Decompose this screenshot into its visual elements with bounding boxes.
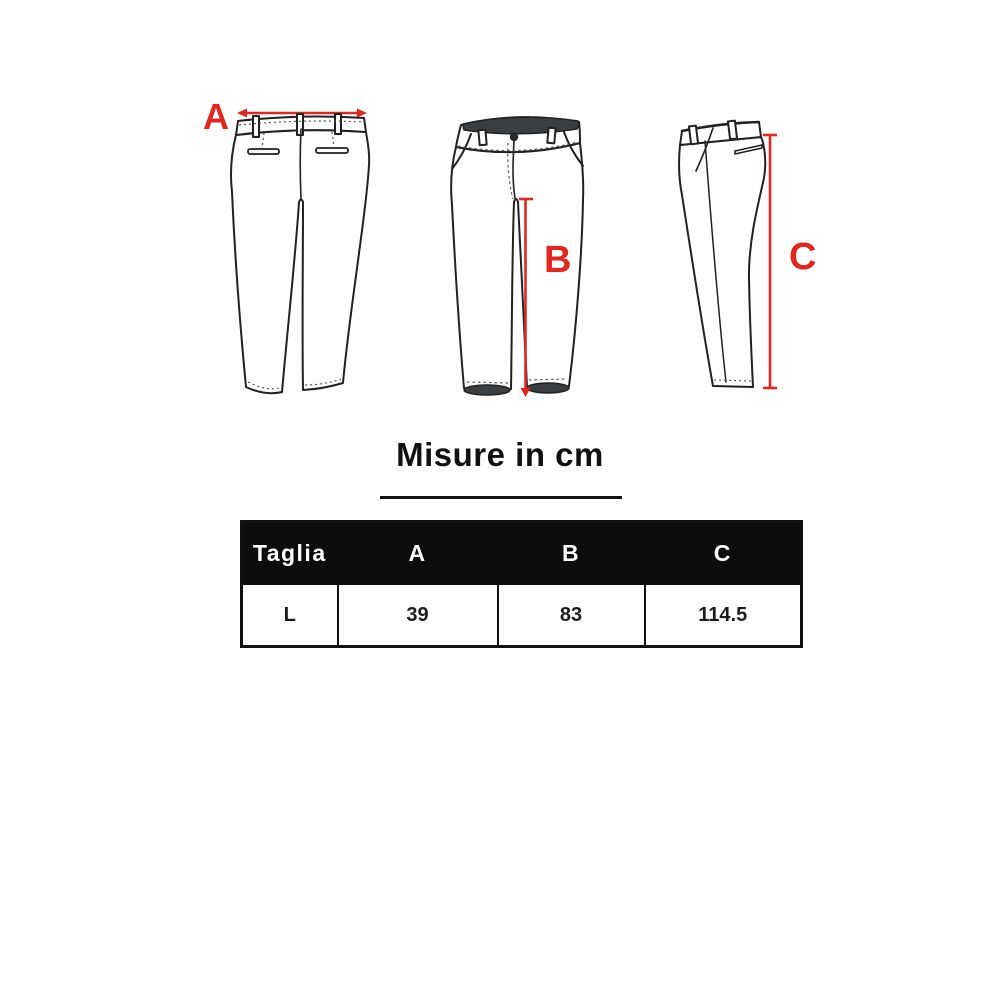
hem-shadow-left	[464, 385, 510, 395]
size-table-header-row	[242, 522, 802, 585]
hem-shadow-right	[527, 383, 569, 393]
waist-button	[510, 133, 517, 140]
size-table	[240, 520, 803, 648]
center-back-seam	[300, 129, 301, 199]
pants-back-outline	[231, 114, 369, 393]
measure-label-b: B	[544, 239, 572, 281]
belt-loop	[297, 114, 303, 135]
cell-a-value: 39	[338, 584, 498, 647]
measure-label-c: C	[789, 236, 817, 278]
belt-loop	[335, 114, 341, 134]
column-header-b: B	[498, 522, 645, 585]
belt-loop	[547, 128, 555, 144]
belt-loop	[728, 121, 737, 140]
pants-front-view-drawing	[440, 105, 595, 405]
pants-back-view-drawing	[225, 100, 375, 405]
cell-b-value: 83	[498, 584, 645, 647]
column-header-a: A	[338, 522, 498, 585]
title-underline	[380, 496, 622, 499]
back-pocket-right	[316, 148, 348, 153]
pants-side-view-drawing	[665, 110, 785, 400]
back-pocket-left	[248, 149, 279, 154]
size-table-row	[242, 584, 802, 647]
column-header-c: C	[645, 522, 802, 585]
column-header-taglia: Taglia	[242, 522, 338, 585]
belt-loop	[478, 130, 486, 146]
belt-loop	[689, 126, 698, 145]
belt-loop	[253, 116, 259, 137]
cell-c-value: 114.5	[645, 584, 802, 647]
measure-label-a: A	[203, 96, 229, 137]
cell-taglia-value: L	[242, 584, 338, 647]
section-title: Misure in cm	[396, 436, 604, 473]
pants-side-outline	[679, 121, 765, 387]
